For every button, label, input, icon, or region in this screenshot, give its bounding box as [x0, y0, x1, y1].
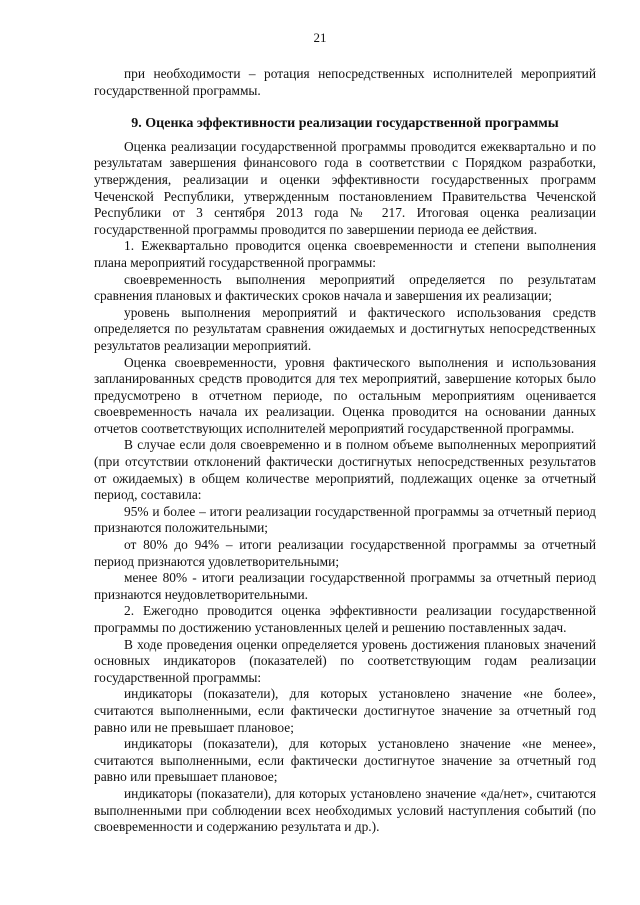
page-number: 21: [313, 30, 327, 45]
paragraph-annual: 2. Ежегодно проводится оценка эффективности реализации государственной программы по достижению установленных целей и решению поставленных задач.: [94, 603, 596, 635]
paragraph-positive: 95% и более – итоги реализации государственной программы за отчетный период признаются положительными;: [94, 503, 596, 536]
paragraph-quarterly: 1. Ежеквартально проводится оценка своевременности и степени выполнения плана мероприятий государственной программы:: [94, 238, 596, 270]
paragraph-unsatisfactory: менее 80% - итоги реализации государственной программы за отчетный период признаются неудовлетворительными.: [94, 570, 596, 602]
paragraph-yes-no: индикаторы (показатели), для которых установлено значение «да/нет», считаются выполненными при соблюдении всех необходимых условий наступления событий (по своевременности и содержанию результата и др.).: [94, 785, 596, 835]
paragraph-indicator-level: В ходе проведения оценки определяется уровень достижения плановых значений основных индикаторов (показателей) по соответствующим годам реализации государственной программы:: [94, 636, 596, 685]
paragraph-share-condition: В случае если доля своевременно и в полном объеме выполненных мероприятий (при отсутствии отклонений фактически достигнутых непосредственных результатов от ожидаемых) в общем количестве мероприятий, подлежащих оценке за отчетный период, составила:: [94, 437, 596, 503]
paragraph-timeliness: своевременность выполнения мероприятий определяется по результатам сравнения плановых и фактических сроков начала и завершения их реализации;: [94, 271, 596, 304]
paragraph-execution-level: уровень выполнения мероприятий и фактического использования средств определяется по результатам сравнения ожидаемых и достигнутых непосредственных результатов реализации мероприятий.: [94, 304, 596, 353]
paragraph-not-less: индикаторы (показатели), для которых установлено значение «не менее», считаются выполненными, если фактически достигнутое значение за отчетный год равно или превышает плановое;: [94, 736, 596, 785]
document-body: [94, 66, 596, 836]
paragraph-assessment-scope: Оценка своевременности, уровня фактического выполнения и использования запланированных средств проводится для тех мероприятий, завершение которых было предусмотрено в отчетном периоде, по остальным мероприятиям оценивается своевременность начала их реализации. Оценка проводится на основании данных отчетов соответствующих исполнителей мероприятий государственной программы.: [94, 354, 596, 436]
paragraph-not-more: индикаторы (показатели), для которых установлено значение «не более», считаются выполненными, если фактически достигнутое значение за отчетный год равно или не превышает плановое;: [94, 686, 596, 735]
section-title: 9. Оценка эффективности реализации государственной программы: [131, 116, 559, 132]
paragraph-assessment-intro: Оценка реализации государственной программы проводится ежеквартально и по результатам завершения финансового года в соответствии с Порядком разработки, утверждения, реализации и оценки эффективности государственных программ Чеченской Республики, утвержденным постановлением Правительства Чеченской Республики от 3 сентября 2013 года № 217. Итоговая оценка реализации государственной программы проводится по завершении периода ее действия.: [94, 138, 596, 237]
paragraph-rotation: при необходимости – ротация непосредственных исполнителей мероприятий государственной программы.: [94, 66, 596, 98]
paragraph-satisfactory: от 80% до 94% – итоги реализации государственной программы за отчетный период признаются удовлетворительными;: [94, 537, 596, 569]
